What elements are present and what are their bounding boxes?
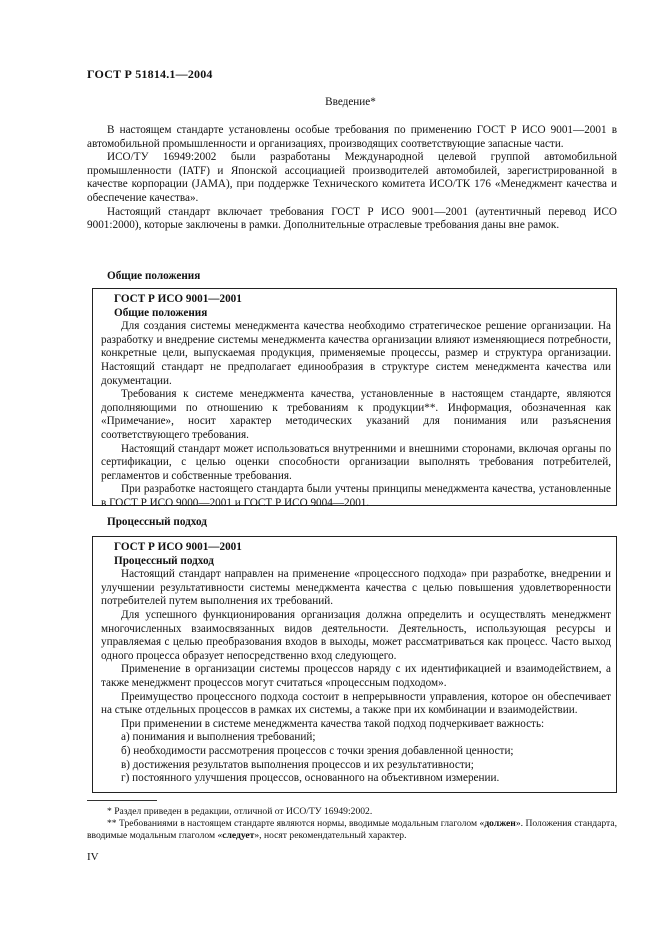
section-heading-process: Процессный подход (107, 516, 207, 528)
footnote-2-text: ** Требованиями в настоящем стандарте являются нормы, вводимые модальным глаголом « (107, 817, 485, 829)
box-paragraph: При применении в системе менеджмента качества такой подход подчеркивает важность: (121, 717, 545, 730)
box-standard-title: ГОСТ Р ИСО 9001—2001 (114, 293, 242, 305)
list-item: г) постоянного улучшения процессов, основанного на объективном измерении. (121, 772, 500, 785)
list-item: в) достижения результатов выполнения процессов и их результативности; (121, 758, 474, 771)
section-heading-general: Общие положения (107, 270, 201, 282)
intro-paragraph: ИСО/ТУ 16949:2002 были разработаны Международной целевой группой автомобильной промышленности (IATF) и Японской ассоциацией производителей автомобилей, зарегистрированной в качестве корпорации (JAMA), при поддержке Технического комитета ИСО/ТК 176 «Менеджмент качества и обеспечение качества». (87, 151, 617, 204)
box-paragraph: При разработке настоящего стандарта были учтены принципы менеджмента качества, установленные в ГОСТ Р ИСО 9000—2001 и ГОСТ Р ИСО 9004—2001. (101, 483, 611, 509)
document-code-header: ГОСТ Р 51814.1—2004 (87, 67, 213, 81)
footnotes (87, 806, 617, 841)
footnote-2 (87, 818, 617, 842)
footnote-2-text: ». Положения стандарта, вводимые модальным глаголом « (87, 817, 617, 841)
footnote-2-term-should: следует (222, 829, 255, 841)
box-subheading: Процессный подход (114, 554, 214, 567)
standard-box-general (92, 288, 617, 509)
list-item: а) понимания и выполнения требований; (121, 731, 316, 744)
box-standard-title: ГОСТ Р ИСО 9001—2001 (114, 541, 242, 553)
intro-section (87, 124, 617, 233)
box-paragraph: Преимущество процессного подхода состоит в непрерывности управления, которое он обеспечивает на стыке отдельных процессов в рамках их системы, а также при их комбинации и взаимодействии. (101, 690, 611, 717)
box-subheading: Общие положения (114, 306, 208, 319)
footnote-2-term-must: должен (484, 817, 516, 829)
box-paragraph: Для успешного функционирования организация должна определить и осуществлять менеджмент многочисленных взаимосвязанных видов деятельности. Деятельность, использующая ресурсы и управляемая с целью преобразования входов в выходы, может рассматриваться как процесс. Часто выход одного процесса образует непосредственно вход следующего. (101, 608, 611, 662)
footnote-1: * Раздел приведен в редакции, отличной от ИСО/ТУ 16949:2002. (107, 806, 373, 817)
intro-paragraph: В настоящем стандарте установлены особые требования по применению ГОСТ Р ИСО 9001—2001 в автомобильной промышленности и организациях, производящих соответствующие запасные части. (87, 124, 617, 150)
box-paragraph: Применение в организации системы процессов наряду с их идентификацией и взаимодействием, а также менеджмент процессов могут считаться «процессным подходом». (101, 663, 611, 689)
box-paragraph: Настоящий стандарт направлен на применение «процессного подхода» при разработке, внедрении и улучшении результативности системы менеджмента качества с целью повышения удовлетворенности потребителей путем выполнения их требований. (101, 568, 611, 608)
box-paragraph: Для создания системы менеджмента качества необходимо стратегическое решение организации. На разработку и внедрение системы менеджмента качества организации влияют изменяющиеся потребности, конкретные цели, выпускаемая продукция, применяемые процессы, размер и структура организации. Настоящий стандарт не предполагает единообразия в структуре систем менеджмента качества или документации. (101, 320, 611, 387)
footnote-2-text: », носят рекомендательный характер. (254, 829, 407, 841)
intro-paragraph: Настоящий стандарт включает требования ГОСТ Р ИСО 9001—2001 (аутентичный перевод ИСО 9001:2000), которые заключены в рамки. Дополнительные отраслевые требования даны вне рамок. (87, 205, 617, 232)
intro-title: Введение* (325, 96, 376, 108)
box-paragraph: Настоящий стандарт может использоваться внутренними и внешними сторонами, включая органы по сертификации, с целью оценки способности организации выполнять требования потребителей, регламентов и собственные требования. (101, 442, 611, 482)
standard-box-process (92, 536, 617, 793)
footnote-divider (87, 800, 157, 801)
list-item: б) необходимости рассмотрения процессов с точки зрения добавленной ценности; (121, 744, 514, 757)
box-paragraph: Требования к системе менеджмента качества, установленные в настоящем стандарте, являются дополняющими по отношению к требованиям к продукции**. Информация, обозначенная как «Примечание», носит характер методических указаний для понимания или разъяснения соответствующего требования. (101, 388, 611, 441)
page-number: IV (87, 851, 99, 863)
